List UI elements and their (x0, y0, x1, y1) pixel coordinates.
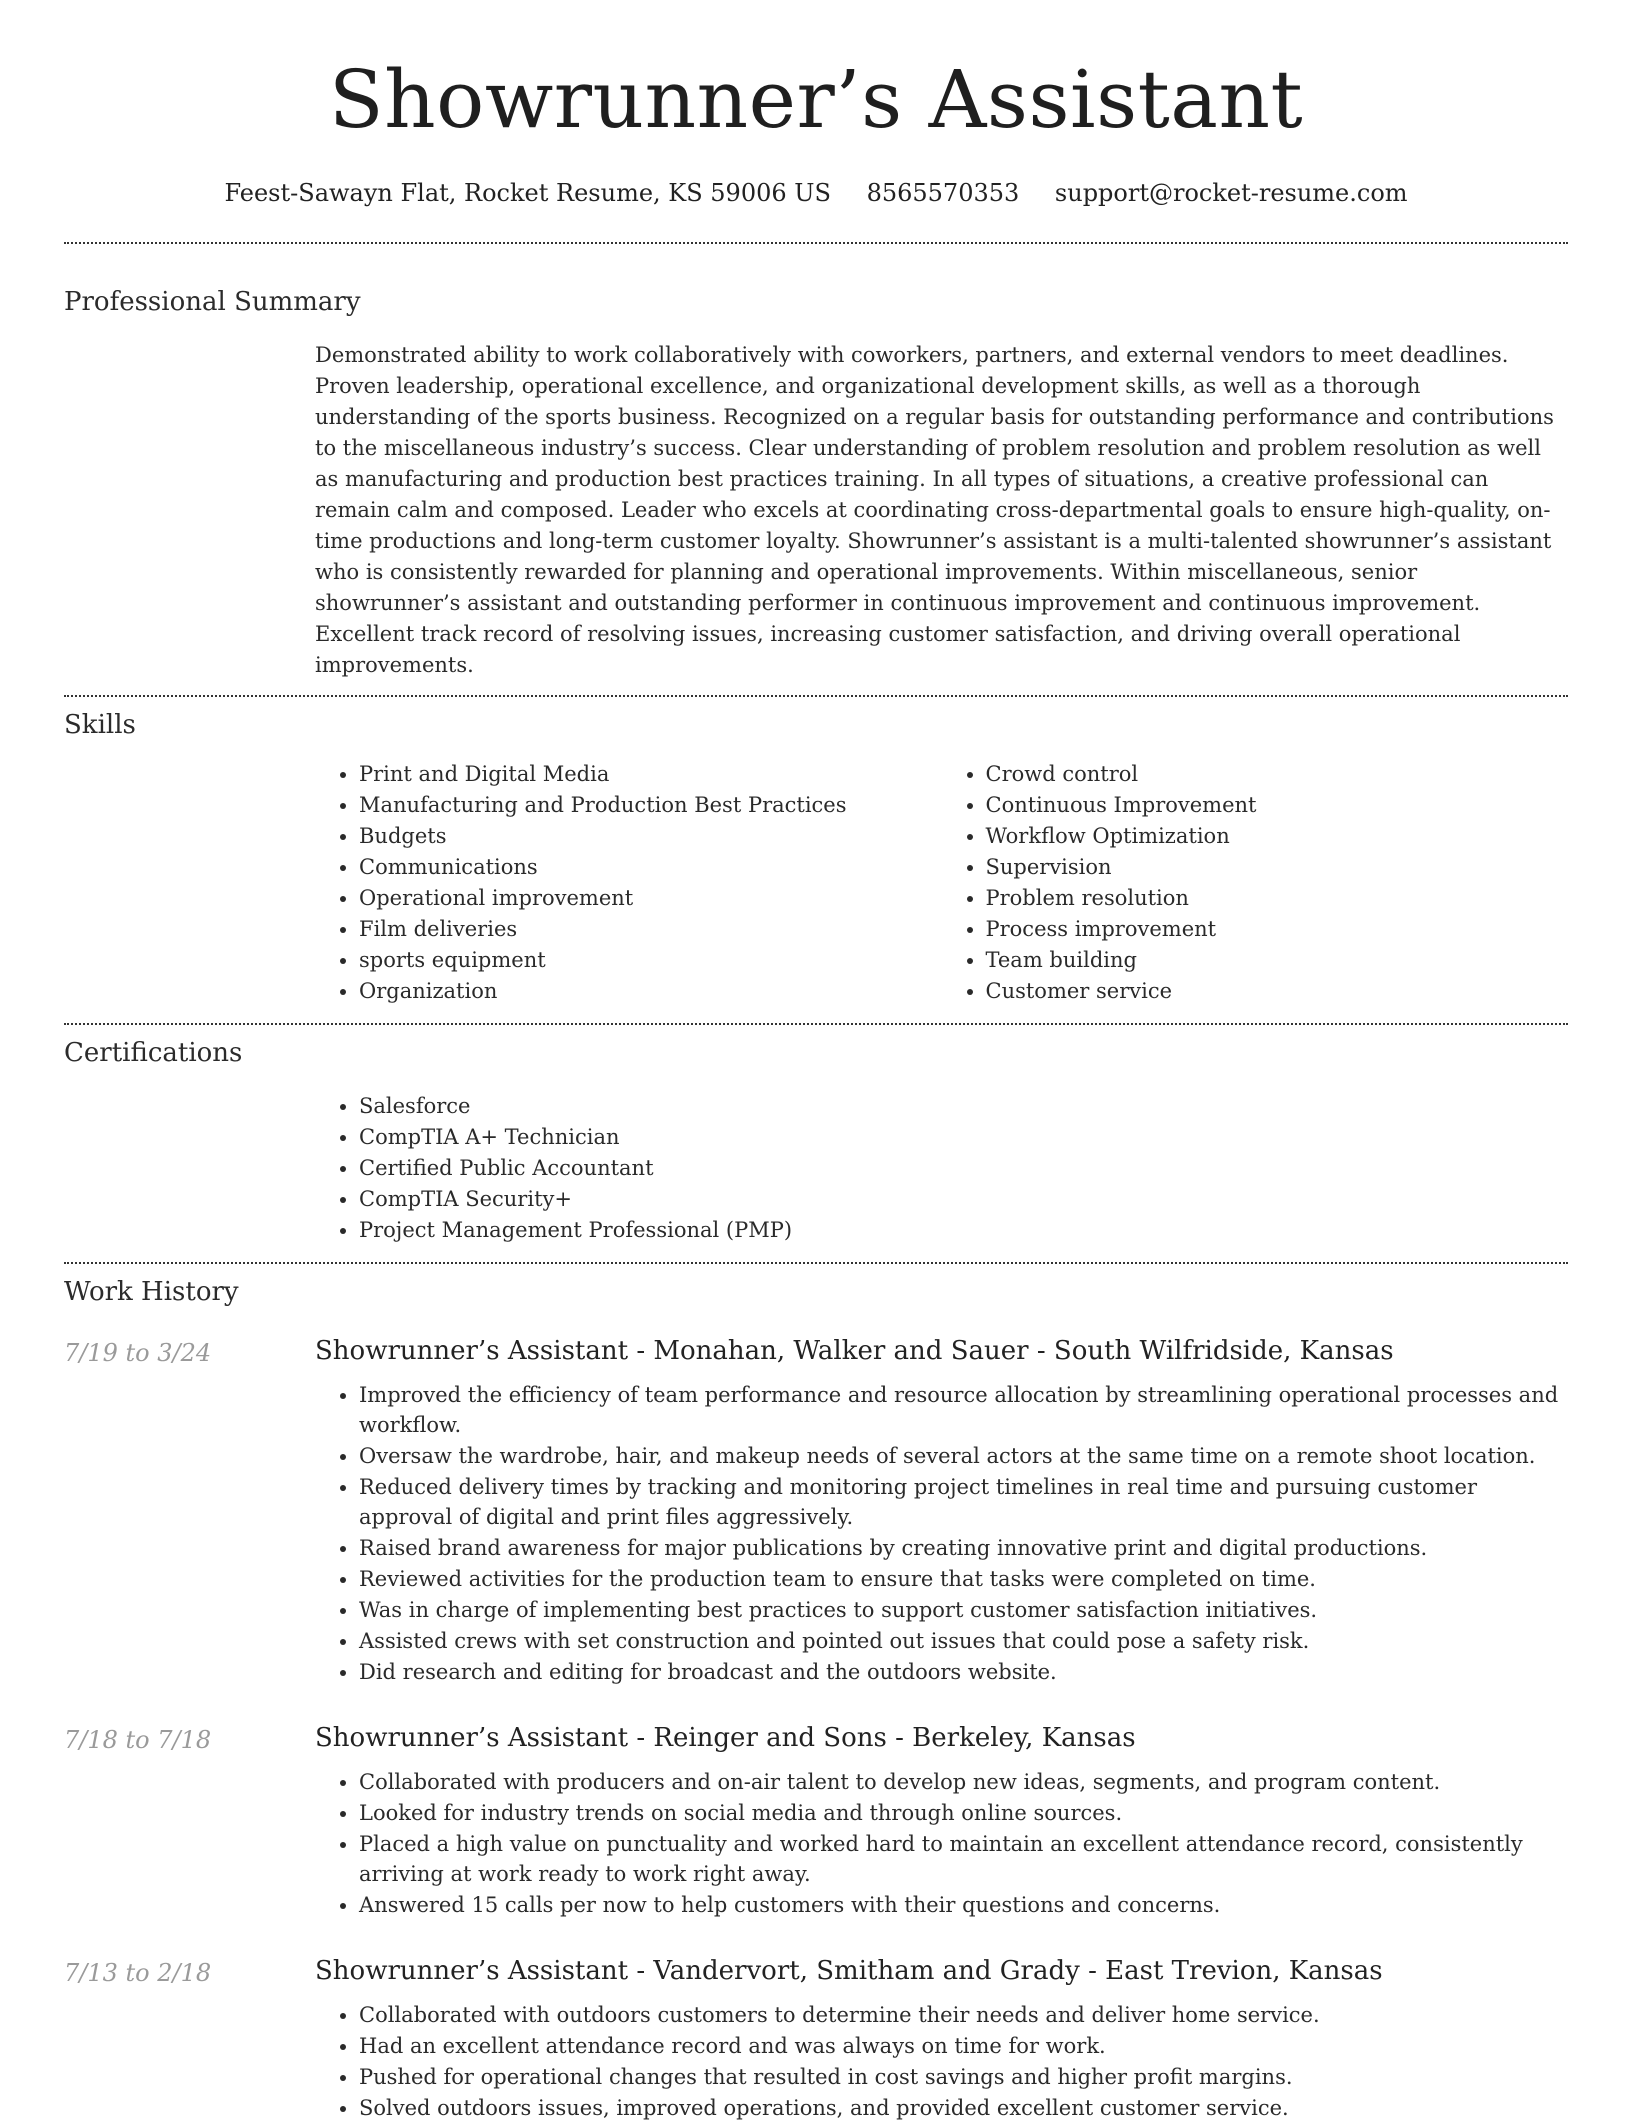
job-entry (64, 1334, 1568, 1687)
job-heading: Showrunner’s Assistant - Monahan, Walker and Sauer - South Wilfridside, Kansas (315, 1336, 1394, 1366)
contact-email: support@rocket-resume.com (1054, 179, 1408, 207)
job-bullet: • Pushed for operational changes that resulted in cost savings and higher profit margins. (359, 2062, 1568, 2092)
certifications-title: Certifications (64, 1038, 243, 1068)
job-entry (64, 1721, 1568, 1920)
job-dates: 7/19 to 3/24 (64, 1339, 212, 1367)
certification-item: • Project Management Professional (PMP) (359, 1215, 1568, 1246)
summary-title: Professional Summary (64, 287, 361, 317)
skill-item: • Organization (359, 976, 942, 1007)
skill-item: • Problem resolution (986, 883, 1569, 914)
job-bullet: • Assisted crews with set construction and pointed out issues that could pose a safety risk. (359, 1626, 1568, 1656)
job-dates: 7/13 to 2/18 (64, 1959, 212, 1987)
job-bullet: • Placed a high value on punctuality and worked hard to maintain an excellent attendance record, consistently arriving at work ready to work right away. (359, 1829, 1568, 1889)
certifications-list-wrap (315, 1091, 1568, 1246)
skill-item: • Continuous Improvement (986, 790, 1569, 821)
job-bullet: • Reviewed activities for the production team to ensure that tasks were completed on time. (359, 1564, 1568, 1594)
skills-columns (315, 759, 1568, 1007)
certification-item: • Certified Public Accountant (359, 1153, 1568, 1184)
summary-section (64, 244, 1568, 681)
job-bullets (315, 1767, 1568, 1920)
certification-item: • CompTIA Security+ (359, 1184, 1568, 1215)
skill-item: • Process improvement (986, 914, 1569, 945)
skill-item: • Print and Digital Media (359, 759, 942, 790)
contact-address: Feest-Sawayn Flat, Rocket Resume, KS 59006 US (224, 179, 831, 207)
contact-line (64, 178, 1568, 208)
skills-list-right (942, 759, 1569, 1007)
job-entry (64, 1954, 1568, 2123)
skills-list-left (315, 759, 942, 1007)
job-bullet: • Raised brand awareness for major publications by creating innovative print and digital productions. (359, 1533, 1568, 1563)
certification-item: • CompTIA A+ Technician (359, 1122, 1568, 1153)
skills-title: Skills (64, 710, 136, 740)
job-bullet: • Oversaw the wardrobe, hair, and makeup needs of several actors at the same time on a remote shoot location. (359, 1441, 1568, 1471)
job-bullet: • Collaborated with producers and on-air talent to develop new ideas, segments, and program content. (359, 1767, 1568, 1797)
job-bullet: • Had an excellent attendance record and was always on time for work. (359, 2031, 1568, 2061)
job-bullets (315, 1380, 1568, 1687)
certifications-section (64, 1025, 1568, 1246)
skill-item: • Customer service (986, 976, 1569, 1007)
skill-item: • Operational improvement (359, 883, 942, 914)
job-bullet: • Did research and editing for broadcast and the outdoors website. (359, 1657, 1568, 1687)
skill-item: • sports equipment (359, 945, 942, 976)
job-dates: 7/18 to 7/18 (64, 1726, 212, 1754)
job-bullet: • Collaborated with outdoors customers to determine their needs and deliver home service. (359, 2000, 1568, 2030)
job-bullet: • Improved the efficiency of team performance and resource allocation by streamlining operational processes and workflow. (359, 1380, 1568, 1440)
contact-phone: 8565570353 (866, 179, 1020, 207)
job-bullets (315, 2000, 1568, 2123)
job-bullet: • Was in charge of implementing best practices to support customer satisfaction initiatives. (359, 1595, 1568, 1625)
work-history-section (64, 1264, 1568, 2123)
job-bullet: • Reduced delivery times by tracking and monitoring project timelines in real time and pursuing customer approval of digital and print files aggressively. (359, 1472, 1568, 1532)
job-heading: Showrunner’s Assistant - Vandervort, Smitham and Grady - East Trevion, Kansas (315, 1956, 1383, 1986)
skill-item: • Film deliveries (359, 914, 942, 945)
skill-item: • Team building (986, 945, 1569, 976)
job-heading: Showrunner’s Assistant - Reinger and Sons - Berkeley, Kansas (315, 1723, 1136, 1753)
skills-section (64, 697, 1568, 1007)
certifications-list (315, 1091, 1568, 1246)
summary-text: Demonstrated ability to work collaboratively with coworkers, partners, and external vendors to meet deadlines. Proven leadership, operational excellence, and organizational development skills, as well as a thorough understanding of the sports business. Recognized on a regular basis for outstanding performance and contributions to the miscellaneous industry’s success. Clear understanding of problem resolution and problem resolution as well as manufacturing and production best practices training. In all types of situations, a creative professional can remain calm and composed. Leader who excels at coordinating cross-departmental goals to ensure high-quality, on-time productions and long-term customer loyalty. Showrunner’s assistant is a multi-talented showrunner’s assistant who is consistently rewarded for planning and operational improvements. Within miscellaneous, senior showrunner’s assistant and outstanding performer in continuous improvement and continuous improvement. Excellent track record of resolving issues, increasing customer satisfaction, and driving overall operational improvements. (315, 343, 1554, 677)
resume-name: Showrunner’s Assistant (328, 53, 1304, 146)
job-bullet: • Answered 15 calls per now to help customers with their questions and concerns. (359, 1890, 1568, 1920)
job-bullet: • Solved outdoors issues, improved operations, and provided excellent customer service. (359, 2093, 1568, 2123)
skill-item: • Communications (359, 852, 942, 883)
skill-item: • Crowd control (986, 759, 1569, 790)
certification-item: • Salesforce (359, 1091, 1568, 1122)
skill-item: • Budgets (359, 821, 942, 852)
skill-item: • Supervision (986, 852, 1569, 883)
skill-item: • Manufacturing and Production Best Practices (359, 790, 942, 821)
skill-item: • Workflow Optimization (986, 821, 1569, 852)
job-bullet: • Looked for industry trends on social media and through online sources. (359, 1798, 1568, 1828)
work-history-title: Work History (64, 1277, 239, 1307)
